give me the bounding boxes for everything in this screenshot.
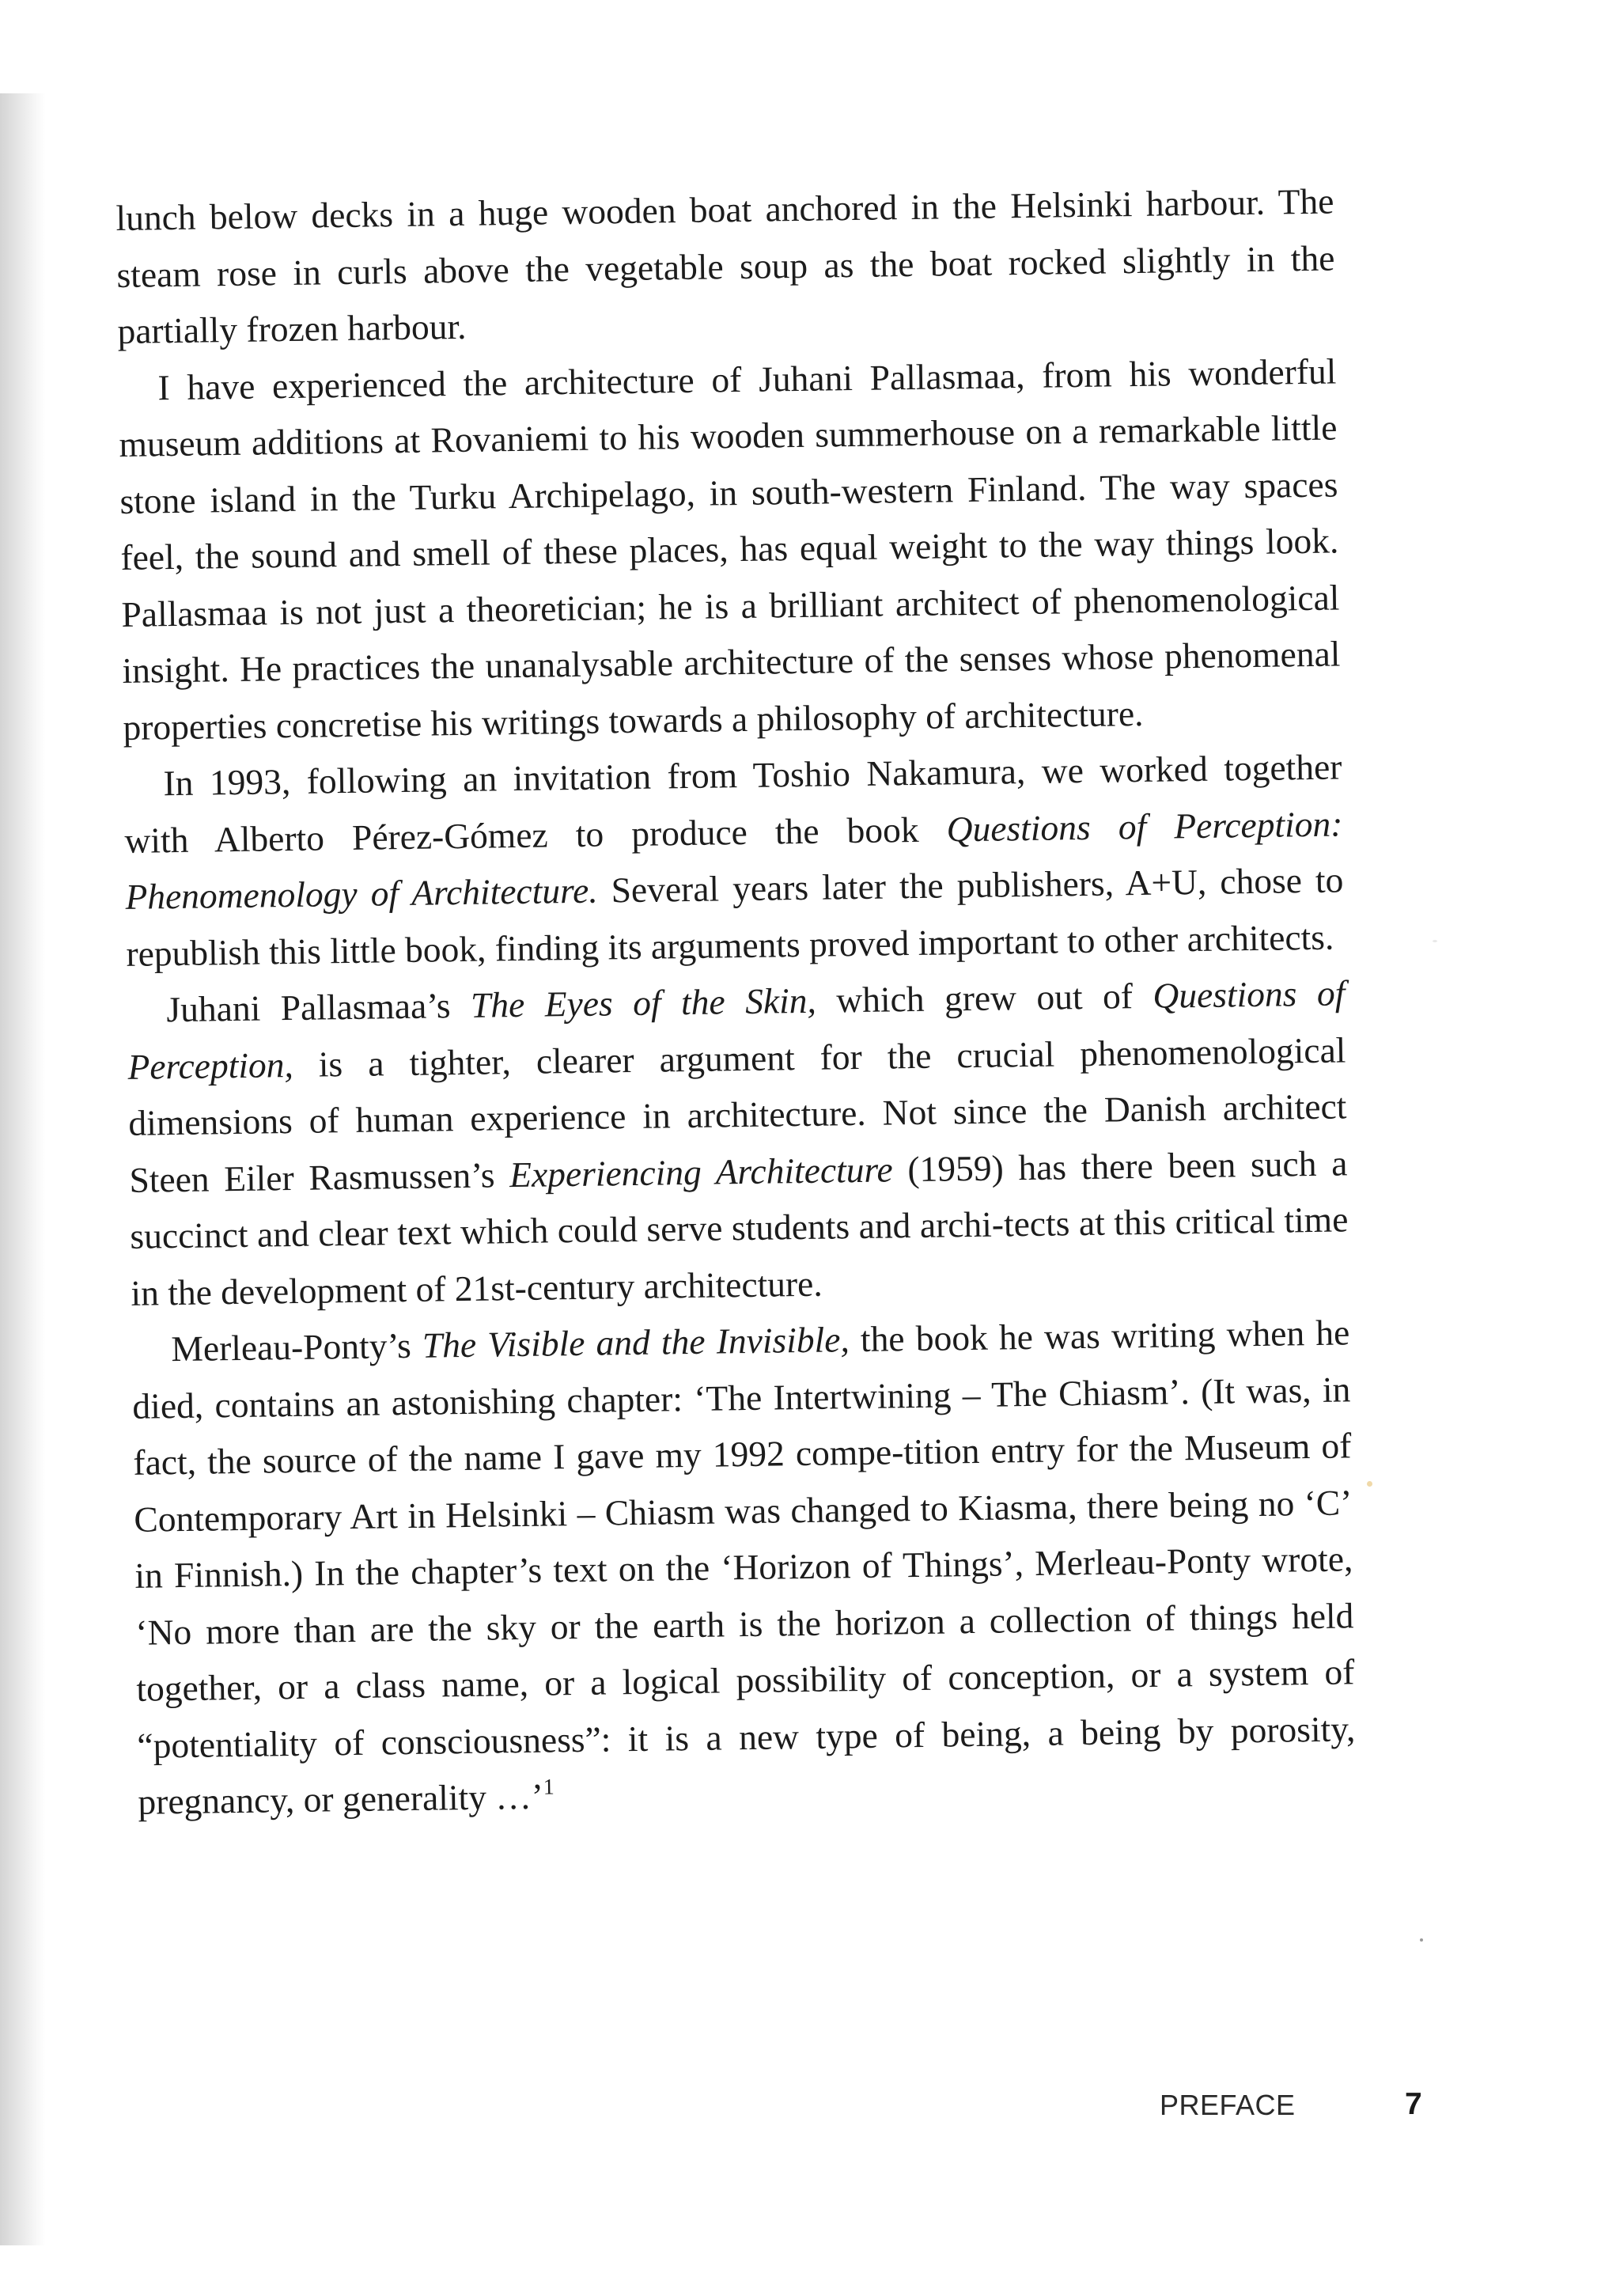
paragraph-1: lunch below decks in a huge wooden boat anchored in the Helsinki harbour. The steam rose in curls above the vegetable soup as the boat rocked slightly in the partially frozen harbour. <box>115 180 1335 351</box>
paragraph-3 <box>123 738 1345 981</box>
paragraph-5 <box>131 1304 1357 1830</box>
body-text <box>115 172 1357 1830</box>
page-footer <box>0 2089 1620 2136</box>
page-number: 7 <box>1405 2087 1422 2121</box>
paragraph-2: I have experienced the architecture of Juhani Pallasmaa, from his wonderful museum additions at Rovaniemi to his wooden summerhouse on a remarkable little stone island in the Turku Archipelago, in south-western Finland. The way spaces feel, the sound and smell of these places, has equal weight to the way things look. Pallasmaa is not just a theoretician; he is a brilliant architect of phenomenological insight. He practices the unanalysable architecture of the senses whose phenomenal properties concretise his writings towards a philosophy of architecture. <box>119 350 1341 748</box>
paragraph-4-text-e: is a tighter, clearer argument for the crucial phenomenological dimensions of human experience in architecture. Not since the Danish architect Steen Eiler Rasmussen’s <box>128 1029 1347 1200</box>
book-title-experiencing-architecture: Experiencing Architecture <box>509 1148 894 1195</box>
book-title-questions-of-perception: Questions of Perception: Phenomenology of Architecture. <box>125 802 1343 917</box>
paper-speck <box>1367 1481 1372 1487</box>
paragraph-3-text-c: Several years later the publishers, A+U, chose to republish this little book, finding its arguments proved important to other architects. <box>126 859 1344 974</box>
running-head: PREFACE <box>1160 2089 1296 2121</box>
paragraph-4 <box>127 964 1349 1320</box>
paragraph-3-text-a: In 1993, following an invitation from Toshio Nakamura, we worked together with Alberto Pérez-Gómez to produce the book <box>124 746 1342 861</box>
book-title-visible-and-invisible: The Visible and the Invisible, <box>422 1319 850 1366</box>
binding-shadow <box>0 93 46 2245</box>
paragraph-4-text-c: which grew out of <box>816 975 1153 1021</box>
paragraph-4-text-a: Juhani Pallasmaa’s <box>166 984 471 1030</box>
footnote-marker: 1 <box>543 1775 555 1800</box>
paragraph-4-text-g: (1959) has there been such a succinct and clear text which could serve students and archi-tects at this critical time in the development of 21st-century architecture. <box>130 1142 1349 1313</box>
paper-speck <box>1420 1938 1423 1942</box>
book-title-eyes-of-the-skin: The Eyes of the Skin, <box>470 979 817 1025</box>
book-title-questions-of-perception-short: Questions of Perception, <box>127 972 1346 1087</box>
paragraph-5-text-a: Merleau-Ponty’s <box>171 1324 423 1370</box>
paper-speck <box>1433 940 1437 942</box>
paragraph-5-text-c: the book he was writing when he died, contains an astonishing chapter: ‘The Intertwining – The Chiasm’. (It was, in fact, the source of the name I gave my 1992 compe-tition entry for the Museum of Contemporary Art in Helsinki – Chiasm was changed to Kiasma, there being no ‘C’ in Finnish.) In the chapter’s text on the ‘Horizon of Things’, Merleau-Ponty wrote, ‘No more than are the sky or the earth is the horizon a collection of things held together, or a class name, or a logical possibility of conception, or a system of “potentiality of consciousness”: it is a new type of being, a being by porosity, pregnancy, or generality …’ <box>132 1312 1356 1822</box>
